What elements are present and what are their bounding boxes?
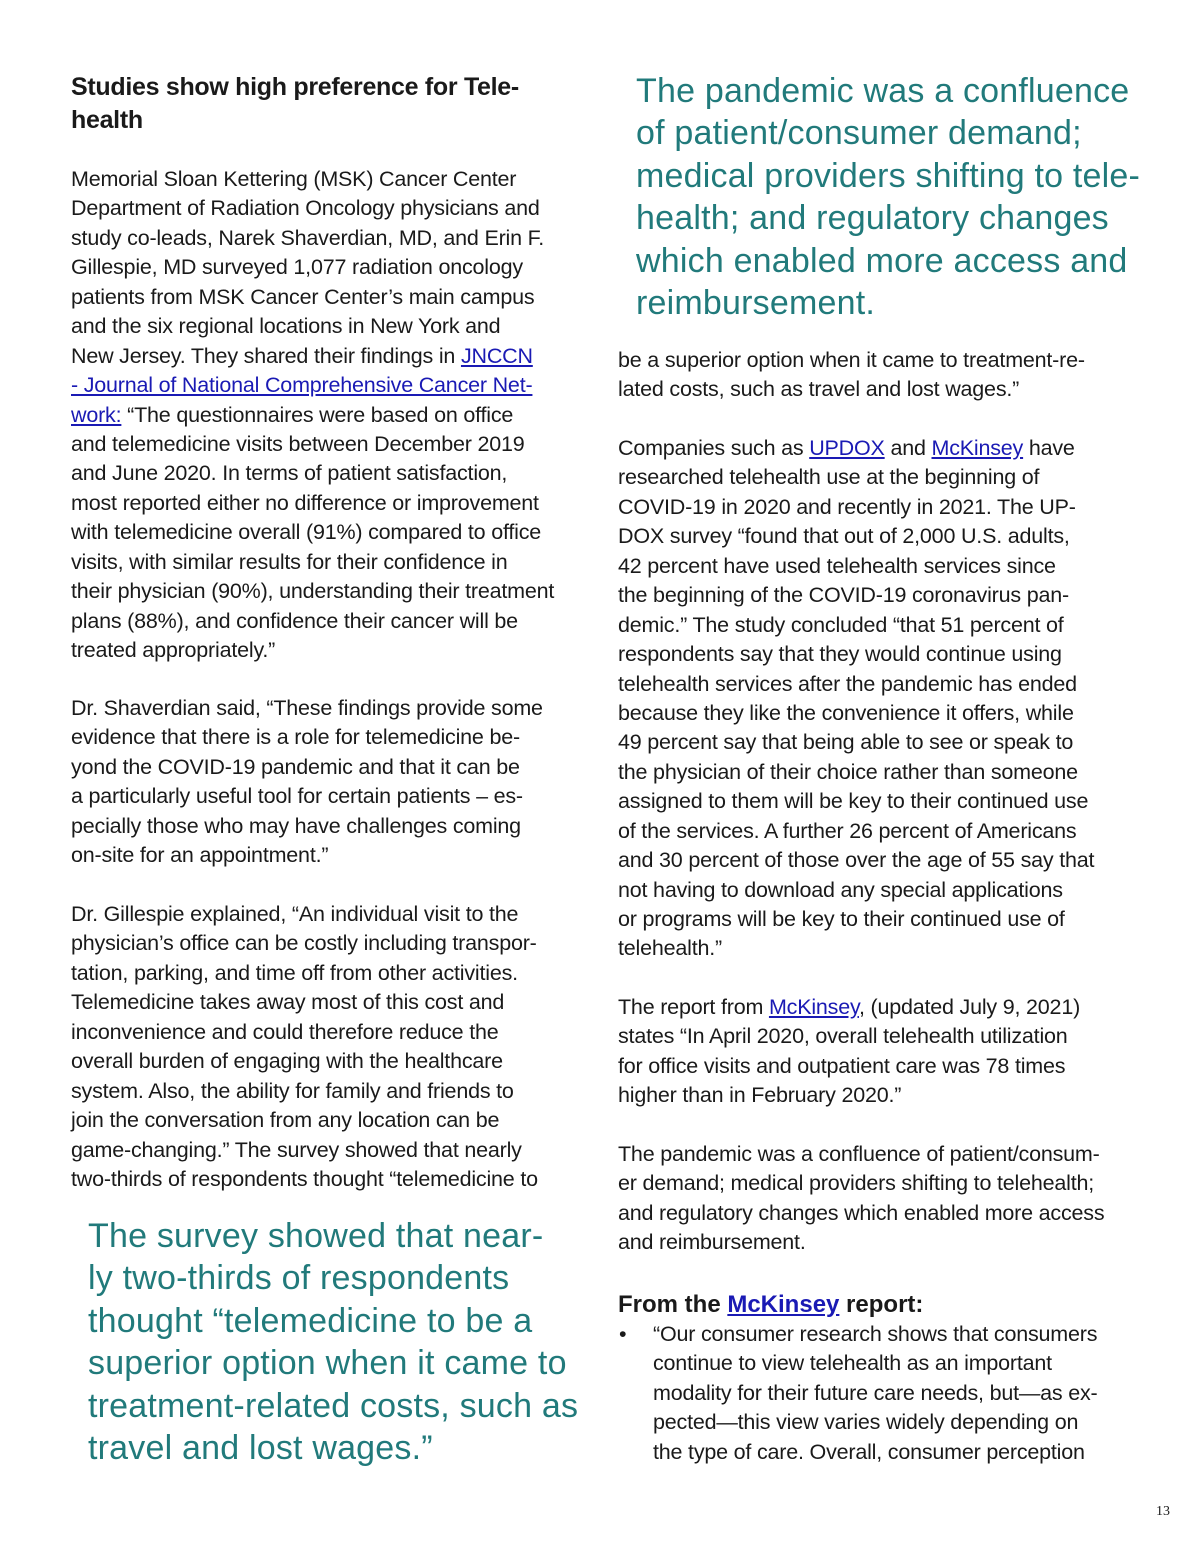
- text-line: demic.” The study concluded “that 51 percent of: [618, 612, 1064, 637]
- text-line: Memorial Sloan Kettering (MSK) Cancer Center: [71, 167, 517, 191]
- text-line: Dr. Gillespie explained, “An individual visit to the: [71, 902, 519, 926]
- section-heading: [71, 71, 519, 137]
- text-line: [618, 993, 1080, 1022]
- mckinsey-subheading: [618, 1290, 923, 1319]
- text-line: lated costs, such as travel and lost wages.”: [618, 377, 1020, 402]
- text-line: overall burden of engaging with the healthcare: [71, 1049, 503, 1074]
- text-line: states “In April 2020, overall telehealth utilization: [618, 1024, 1068, 1049]
- text-line: 42 percent have used telehealth services since: [618, 553, 1056, 578]
- text-line: travel and lost wages.”: [88, 1428, 433, 1467]
- paragraph-mckinsey-report: [618, 993, 1080, 1111]
- text-line: telehealth services after the pandemic has ended: [618, 671, 1077, 696]
- hyperlink[interactable]: McKinsey: [931, 436, 1024, 460]
- text-line: thought “telemedicine to be a: [88, 1301, 533, 1340]
- text-line: health; and regulatory changes: [636, 199, 1109, 238]
- text-line: medical providers shifting to tele-: [636, 156, 1141, 195]
- text-line: plans (88%), and confidence their cancer will be: [71, 608, 518, 633]
- paragraph-msk-study: [71, 165, 554, 665]
- text-line: visits, with similar results for their confidence in: [71, 549, 508, 574]
- text-line: [71, 371, 554, 400]
- hyperlink[interactable]: McKinsey: [727, 1291, 840, 1318]
- text-line: tation, parking, and time off from other activities.: [71, 960, 518, 985]
- text-line: not having to download any special applications: [618, 877, 1063, 902]
- text-line: join the conversation from any location can be: [71, 1108, 500, 1133]
- bullet-icon: •: [619, 1322, 627, 1346]
- text-line: pected—this view varies widely depending on: [653, 1410, 1079, 1435]
- text-line: Dr. Shaverdian said, “These findings provide some: [71, 696, 543, 720]
- text-line: superior option when it came to: [88, 1344, 567, 1383]
- text-segment: New Jersey. They shared their findings in: [71, 343, 461, 368]
- text-line: Telemedicine takes away most of this cost and: [71, 990, 505, 1015]
- text-line: and the six regional locations in New York and: [71, 314, 501, 339]
- text-line: and regulatory changes which enabled more access: [618, 1200, 1105, 1225]
- text-segment: Companies such as: [618, 436, 810, 460]
- text-line: because they like the convenience it offers, while: [618, 700, 1074, 725]
- text-line: on-site for an appointment.”: [71, 843, 329, 868]
- hyperlink[interactable]: UPDOX: [809, 436, 885, 460]
- text-line: and 30 percent of those over the age of 55 say that: [618, 848, 1095, 873]
- text-line: patients from MSK Cancer Center’s main campus: [71, 284, 535, 309]
- pull-quote-survey: [88, 1215, 578, 1469]
- text-line: The survey showed that near-: [88, 1217, 544, 1255]
- text-segment: , (updated July 9, 2021): [858, 995, 1081, 1019]
- paragraph-updox-mckinsey: [618, 434, 1094, 964]
- paragraph-continued: [618, 346, 1085, 405]
- text-line: The pandemic was a confluence of patient/consum-: [618, 1142, 1100, 1166]
- text-line: assigned to them will be key to their continued use: [618, 789, 1089, 814]
- text-line: and June 2020. In terms of patient satisfaction,: [71, 461, 508, 486]
- text-line: continue to view telehealth as an important: [653, 1351, 1052, 1376]
- hyperlink[interactable]: McKinsey: [768, 995, 859, 1019]
- text-line: The pandemic was a confluence: [636, 72, 1130, 110]
- text-segment: The report from: [618, 995, 769, 1019]
- text-line: physician’s office can be costly including transpor-: [71, 931, 537, 956]
- text-line: telehealth.”: [618, 936, 722, 961]
- text-line: two-thirds of respondents thought “telemedicine to: [71, 1166, 538, 1191]
- text-line: which enabled more access and: [636, 241, 1128, 280]
- text-line: Gillespie, MD surveyed 1,077 radiation oncology: [71, 255, 523, 280]
- text-line: COVID-19 in 2020 and recently in 2021. The UP-: [618, 494, 1076, 519]
- text-line: researched telehealth use at the beginning of: [618, 465, 1040, 490]
- text-line: higher than in February 2020.”: [618, 1083, 902, 1108]
- text-line: health: [71, 106, 143, 134]
- text-line: and telemedicine visits between December 2019: [71, 431, 525, 456]
- text-line: the beginning of the COVID-19 coronavirus pan-: [618, 583, 1069, 608]
- text-line: [618, 434, 1094, 463]
- paragraph-confluence: [618, 1140, 1104, 1258]
- text-line: er demand; medical providers shifting to telehealth;: [618, 1171, 1095, 1196]
- text-line: the type of care. Overall, consumer perception: [653, 1439, 1085, 1464]
- text-segment: and: [884, 436, 932, 460]
- paragraph-shaverdian-quote: [71, 694, 543, 871]
- text-line: [71, 401, 554, 430]
- text-line: of patient/consumer demand;: [636, 114, 1082, 153]
- text-line: evidence that there is a role for telemedicine be-: [71, 725, 520, 750]
- text-line: ly two-thirds of respondents: [88, 1259, 510, 1298]
- text-line: treatment-related costs, such as: [88, 1386, 579, 1425]
- text-line: most reported either no difference or improvement: [71, 490, 539, 515]
- text-segment: have: [1023, 436, 1075, 460]
- text-line: respondents say that they would continue using: [618, 642, 1062, 667]
- text-line: of the services. A further 26 percent of Americans: [618, 818, 1077, 843]
- text-line: treated appropriately.”: [71, 638, 276, 662]
- bullet-list-item: [619, 1320, 1098, 1467]
- text-line: [618, 1290, 923, 1319]
- text-segment: From the: [618, 1291, 728, 1318]
- text-line: the physician of their choice rather than someone: [618, 759, 1078, 784]
- text-line: for office visits and outpatient care was 78 times: [618, 1053, 1066, 1078]
- page-number: 13: [1156, 1504, 1170, 1519]
- pull-quote-pandemic: [636, 70, 1140, 324]
- text-line: DOX survey “found that out of 2,000 U.S. adults,: [618, 524, 1070, 549]
- text-line: [71, 342, 554, 371]
- text-line: yond the COVID-19 pandemic and that it can be: [71, 754, 520, 779]
- text-line: or programs will be key to their continued use of: [618, 907, 1065, 931]
- text-line: their physician (90%), understanding their treatment: [71, 579, 555, 604]
- text-line: Studies show high preference for Tele-: [71, 73, 519, 101]
- text-segment: report:: [839, 1291, 924, 1318]
- hyperlink[interactable]: JNCCN: [460, 343, 533, 368]
- text-line: inconvenience and could therefore reduce the: [71, 1019, 499, 1044]
- text-line: reimbursement.: [636, 283, 875, 322]
- text-line: Department of Radiation Oncology physicians and: [71, 196, 540, 221]
- text-segment: “The questionnaires were based on office: [121, 402, 514, 427]
- text-line: 49 percent say that being able to see or speak to: [618, 730, 1074, 755]
- text-line: pecially those who may have challenges coming: [71, 813, 521, 838]
- text-line: system. Also, the ability for family and friends to: [71, 1078, 514, 1103]
- text-line: “Our consumer research shows that consumers: [653, 1322, 1098, 1346]
- hyperlink[interactable]: work:: [71, 402, 122, 427]
- paragraph-gillespie-quote: [71, 900, 538, 1194]
- text-line: study co-leads, Narek Shaverdian, MD, and Erin F.: [71, 225, 544, 250]
- text-line: a particularly useful tool for certain patients – es-: [71, 784, 523, 809]
- text-line: game-changing.” The survey showed that nearly: [71, 1137, 522, 1162]
- text-line: and reimbursement.: [618, 1230, 806, 1255]
- text-line: modality for their future care needs, but—as ex-: [653, 1380, 1098, 1405]
- hyperlink[interactable]: - Journal of National Comprehensive Cancer Net-: [71, 373, 533, 398]
- text-line: be a superior option when it came to treatment-re-: [618, 348, 1085, 372]
- bullet-text: [653, 1320, 1098, 1467]
- text-line: with telemedicine overall (91%) compared to office: [71, 520, 542, 545]
